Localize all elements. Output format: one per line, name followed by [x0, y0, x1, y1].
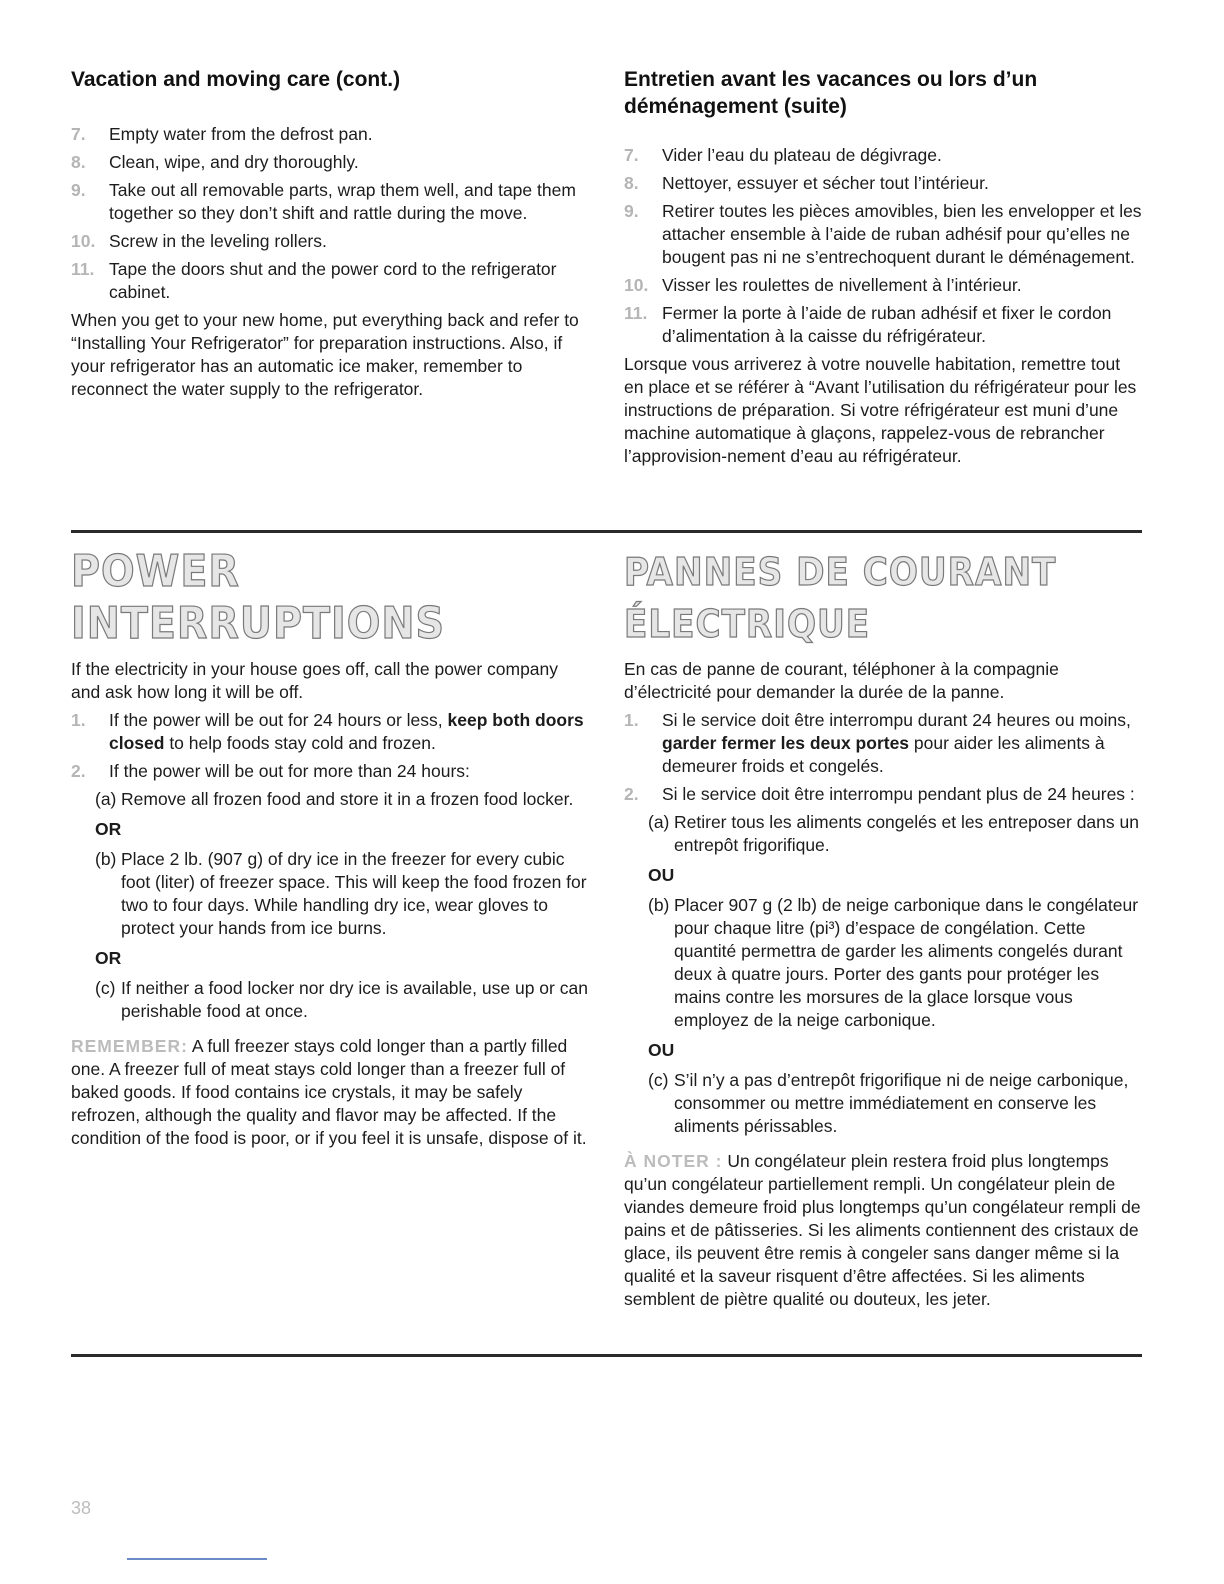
option-b: (b) Placer 907 g (2 lb) de neige carbonique dans le congélateur pour chaque litre (pi³) d’espace de congélation. Cette quantité permettra de garder les aliments congelés durant deux à quatre jours. Porter des gants pour protéger les mains contre les morsures de la glace lorsque vous employez de la neige carbonique.: [648, 895, 1139, 1030]
section-banner: PANNES DE COURANT ÉLECTRIQUE: [624, 550, 1057, 646]
list-item: 2. Si le service doit être interrompu pendant plus de 24 heures :: [624, 784, 1135, 804]
steps-list: [624, 709, 1144, 806]
list-item: 8. Clean, wipe, and dry thoroughly.: [71, 152, 359, 172]
list-item: 10. Screw in the leveling rollers.: [71, 231, 327, 251]
list-item: 1. Si le service doit être interrompu durant 24 heures ou moins, garder fermer les deux portes pour aider les aliments à demeurer froids et congelés.: [624, 710, 1131, 776]
vacation-section-fr: [624, 66, 1144, 473]
section-divider: [71, 1354, 1142, 1357]
intro-paragraph: If the electricity in your house goes off, call the power company and ask how long it will be off.: [71, 659, 559, 702]
closing-paragraph: Lorsque vous arriverez à votre nouvelle habitation, remettre tout en place et se référer à “Avant l’utilisation du réfrigérateur pour les instructions de préparation. Si votre réfrigérateur est muni d’une machine automatique à glaçons, rappelez-vous de rebrancher l’approvision-nement d’eau au réfrigérateur.: [624, 354, 1137, 466]
list-item: 7. Vider l’eau du plateau de dégivrage.: [624, 145, 942, 165]
intro-paragraph: En cas de panne de courant, téléphoner à la compagnie d’électricité pour demander la durée de la panne.: [624, 659, 1059, 702]
or-separator: OR: [95, 819, 122, 839]
list-item: 8. Nettoyer, essuyer et sécher tout l’intérieur.: [624, 173, 989, 193]
or-separator: OU: [648, 865, 675, 885]
section-title: Vacation and moving care (cont.): [71, 68, 401, 91]
steps-list: [71, 709, 591, 783]
option-b: (b) Place 2 lb. (907 g) of dry ice in the freezer for every cubic foot (liter) of freezer space. This will keep the food frozen for two to four days. While handling dry ice, wear gloves to protect your hands from ice burns.: [95, 849, 587, 938]
list-item: 11. Fermer la porte à l’aide de ruban adhésif et fixer le cordon d’alimentation à la caisse du réfrigérateur.: [624, 303, 1112, 346]
option-c: (c) If neither a food locker nor dry ice is available, use up or can perishable food at once.: [95, 978, 588, 1021]
list-item: 9. Take out all removable parts, wrap them well, and tape them together so they don’t shift and rattle during the move.: [71, 180, 576, 223]
option-a: (a) Remove all frozen food and store it in a frozen food locker.: [95, 789, 574, 809]
list-item: 7. Empty water from the defrost pan.: [71, 124, 373, 144]
list-item: 9. Retirer toutes les pièces amovibles, bien les envelopper et les attacher ensemble à l’aide de ruban adhésif pour qu’elles ne bougent pas ni ne s’entrechoquent durant le déménagement.: [624, 201, 1142, 267]
section-title: Entretien avant les vacances ou lors d’un déménagement (suite): [624, 68, 1038, 118]
or-separator: OU: [648, 1040, 675, 1060]
page-number: 38: [71, 1498, 92, 1518]
power-section-en: [71, 546, 591, 1155]
option-a: (a) Retirer tous les aliments congelés et les entreposer dans un entrepôt frigorifique.: [648, 812, 1139, 855]
vacation-section-en: [71, 66, 591, 406]
footer-line: [127, 1558, 267, 1560]
section-divider: [71, 530, 1142, 533]
list-item: 1. If the power will be out for 24 hours or less, keep both doors closed to help foods stay cold and frozen.: [71, 710, 584, 753]
remember-note: À NOTER : Un congélateur plein restera froid plus longtemps qu’un congélateur partiellement rempli. Un congélateur plein de viandes demeure froid plus longtemps qu’un congélateur rempli de pains et de pâtisseries. Si les aliments contiennent des cristaux de glace, ils peuvent être remis à congeler sans danger même si la qualité et la saveur risquent d’être affectées. Si les aliments semblent de piètre qualité ou douteux, les jeter.: [624, 1151, 1141, 1309]
option-c: (c) S’il n’y a pas d’entrepôt frigorifique ni de neige carbonique, consommer ou mettre immédiatement en conserve les aliments périssables.: [648, 1070, 1129, 1136]
or-separator: OR: [95, 948, 122, 968]
steps-list: [71, 123, 591, 304]
list-item: 11. Tape the doors shut and the power cord to the refrigerator cabinet.: [71, 259, 557, 302]
list-item: 10. Visser les roulettes de nivellement à l’intérieur.: [624, 275, 1022, 295]
power-section-fr: [624, 546, 1144, 1316]
section-banner: POWER INTERRUPTIONS: [71, 546, 446, 649]
list-item: 2. If the power will be out for more than 24 hours:: [71, 761, 470, 781]
closing-paragraph: When you get to your new home, put everything back and refer to “Installing Your Refrigerator” for preparation instructions. Also, if your refrigerator has an automatic ice maker, remember to reconnect the water supply to the refrigerator.: [71, 310, 579, 399]
remember-note: REMEMBER: A full freezer stays cold longer than a partly filled one. A freezer full of meat stays cold longer than a freezer full of baked goods. If food contains ice crystals, it may be safely refrozen, although the quality and flavor may be affected. If the condition of the food is poor, or if you feel it is unsafe, dispose of it.: [71, 1036, 587, 1148]
steps-list: [624, 144, 1144, 348]
